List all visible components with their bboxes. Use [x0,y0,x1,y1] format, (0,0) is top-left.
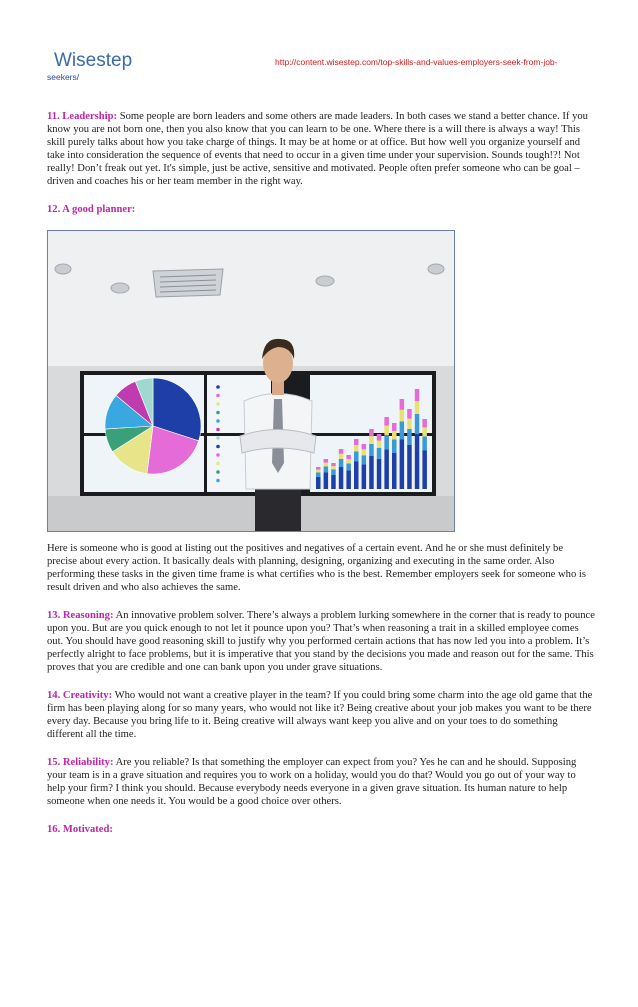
bar-segment [362,464,367,489]
legend-dot [216,428,220,432]
bar-segment [331,466,336,469]
section-heading: 11. Leadership: [47,111,118,122]
bar-segment [354,452,359,462]
section-heading: 15. Reliability: [47,757,114,768]
pie-chart-graphic [105,378,201,474]
section-text: Here is someone who is good at listing out the positives and negatives of a certain event. And he or she must definitely be precise about every action. It basically deals with planning, designing, organizing and executing in the same order. Also performing these tasks in the given time frame is what certifies who is the best. Remember employers seek for someone who is result driven and who also achieves the same. [47,543,586,593]
section-motivated [47,823,595,836]
section-text: Who would not want a creative player in the team? If you could bring some charm into the age old game that the firm has been playing along for so many years, who would not like it? Being creative about your job makes you want to be there every day. Because you bring life to it. Being creative will always want keep you alive and on your toes to do something different all the time. [47,690,593,740]
section-heading: 13. Reasoning: [47,610,114,621]
bar-segment [407,419,412,429]
bar-segment [316,467,321,470]
bar-segment [415,389,420,401]
bar-segment [384,435,389,449]
legend-dot [216,394,220,398]
bar-segment [415,401,420,414]
bar-segment [400,422,405,440]
bar-segment [354,445,359,452]
bar-segment [316,473,321,477]
bar-segment [324,467,329,473]
air-vent-icon [153,269,223,297]
legend-dot [216,402,220,406]
bar-segment [346,455,351,459]
bar-segment [324,473,329,490]
bar-segment [384,417,389,426]
bar-segment [392,440,397,453]
legend-dot [216,436,220,440]
bar-segment [384,449,389,489]
bar-segment [324,459,329,463]
bar-segment [339,449,344,454]
legend-dot [216,385,220,389]
bar-segment [369,436,374,444]
legend-dot [216,419,220,423]
bar-segment [377,448,382,459]
bar-segment [407,445,412,489]
bar-segment [377,459,382,489]
ceiling-light-icon [316,276,334,286]
section-heading: 14. Creativity: [47,690,113,701]
screen-panel [310,375,432,433]
bar-segment [354,462,359,490]
bar-segment [362,449,367,455]
bar-segment [407,409,412,419]
bar-segment [346,464,351,471]
bar-segment [392,453,397,489]
neck [272,381,284,395]
floor [48,496,454,531]
bar-segment [384,426,389,435]
bar-segment [346,459,351,463]
bar-segment [316,477,321,489]
bar-segment [422,437,427,451]
section-heading: 12. A good planner: [47,204,136,215]
bar-segment [331,470,336,475]
section-leadership [47,110,595,188]
section-heading: 16. Motivated: [47,824,113,835]
ceiling-light-icon [428,264,444,274]
section-creativity [47,689,595,741]
legend-dot [216,462,220,466]
bar-segment [392,431,397,440]
bar-segment [369,444,374,456]
section-reliability [47,756,595,808]
section-text: Some people are born leaders and some others are made leaders. In both cases we stand a better chance. If you know you are not born one, then you also know that you can learn to be one. Where there is a will there is always a way! This skill purely talks about how you take charge of things. It may be at home or at office. But how well you organize yourself and take into consideration the sequence of events that need to occur in a given time under your supervision. Sounds tough!?! Not really! Don’t freak out yet. It's simple, just be active, sensitive and motivated. People often prefer someone who can be goal – driven and coaches his or her team member in the right way. [47,111,588,187]
presentation-photo [47,230,455,532]
legend-dot [216,445,220,449]
bar-segment [339,459,344,467]
bar-segment [331,475,336,489]
bar-segment [422,419,427,427]
bar-segment [415,434,420,489]
brand-logo-text[interactable]: Wisestep [54,50,133,71]
bar-segment [377,441,382,448]
bar-segment [331,463,336,466]
section-good-planner [47,203,595,216]
legend-dot [216,470,220,474]
section-planner-text [47,542,595,594]
bar-segment [339,467,344,489]
photo-illustration [48,231,454,531]
ceiling-light-icon [111,283,129,293]
section-reasoning [47,609,595,674]
source-url-line-2[interactable]: seekers/ [47,72,80,82]
bar-segment [362,455,367,464]
bar-segment [316,470,321,473]
bar-segment [400,440,405,490]
legend-dot [216,411,220,415]
bar-segment [362,444,367,449]
bar-segment [400,399,405,410]
bar-segment [369,429,374,436]
legend-dot [216,479,220,483]
trousers [255,486,301,531]
bar-segment [422,427,427,436]
legend-dot [216,453,220,457]
source-url-line-1[interactable]: http://content.wisestep.com/top-skills-and-values-employers-seek-from-job- [275,57,558,67]
bar-segment [400,410,405,422]
bar-segment [377,434,382,441]
ceiling [48,231,454,366]
bar-segment [346,470,351,489]
bar-segment [407,429,412,445]
bar-segment [415,414,420,434]
section-text: Are you reliable? Is that something the employer can expect from you? Yes he can and he should. Supposing your team is in a grave situation and requires you to work on a holiday, would you do that? Would you go out of your way to help your firm? I think you should. Because everybody needs everyone in a given grave situation. Its human nature to help someone when one needs it. You would be a good choice over others. [47,757,577,807]
bar-segment [354,439,359,445]
bar-segment [324,463,329,467]
page-header [0,0,638,90]
bar-segment [392,423,397,431]
ceiling-light-icon [55,264,71,274]
bar-segment [339,454,344,459]
section-text: An innovative problem solver. There’s always a problem lurking somewhere in the corner that is ready to pounce upon you. But are you quick enough to not let it pounce upon you? That’s when reasoning a trait in a skilled employee comes out. You should have good reasoning skill to justify why you performed certain actions that has now led you into a problem. It’s perfectly alright to face problems, but it is imperative that you stand by the decisions you made and reason out for the same. This proves that you are credible and one can bank upon you under grave situations. [47,610,595,673]
bar-segment [369,456,374,489]
article-body [47,110,595,851]
bar-segment [422,451,427,490]
